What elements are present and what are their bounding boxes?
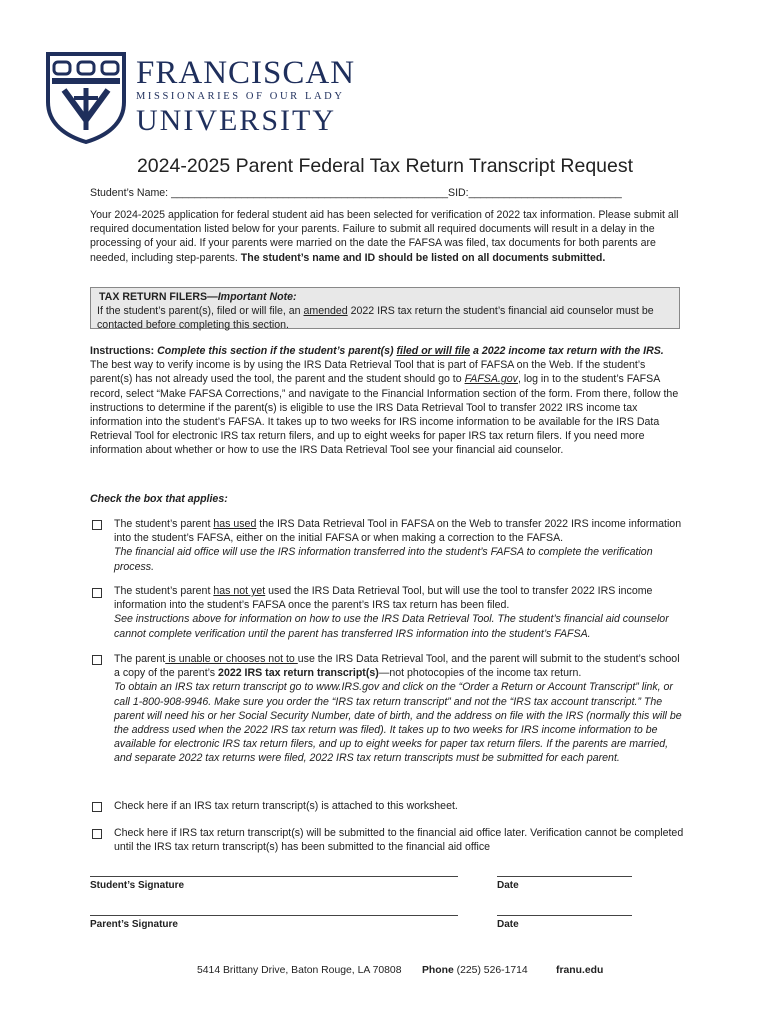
option-5-checkbox[interactable] <box>92 829 102 839</box>
option-4-checkbox[interactable] <box>92 802 102 812</box>
option-4: Check here if an IRS tax return transcript(s) is attached to this worksheet. <box>114 800 458 812</box>
student-name-label: Student’s Name: <box>90 187 169 199</box>
footer-phone <box>422 965 528 976</box>
instructions-italic-2: a 2022 income tax return with the IRS. <box>470 345 664 357</box>
intro-paragraph <box>90 208 685 265</box>
option-1-post: the IRS Data Retrieval Tool in FAFSA on the Web to transfer 2022 IRS income information into the student’s FAFSA, either on the initial FAFSA or when making a correction to the FAFSA. <box>114 518 682 545</box>
parent-signature-label: Parent’s Signature <box>90 919 178 930</box>
student-info-line <box>90 186 690 200</box>
intro-text: Your 2024-2025 application for federal student aid has been selected for verification of 2022 tax information. Please submit all required documentation listed below for your parents. Failure to submit all required documents will result in a delay in the processing of your aid. If your parents were married on the date the FAFSA was filed, tax documents for both parents are needed, including step-parents. <box>90 209 679 264</box>
instructions-italic-1: Complete this section if the student’s parent(s) <box>157 345 397 357</box>
instructions-label: Instructions: <box>90 345 158 357</box>
option-3-post-2: —not photocopies of the income tax return. <box>378 667 582 680</box>
student-signature-label: Student’s Signature <box>90 880 185 891</box>
student-date-field[interactable] <box>497 876 632 877</box>
instructions-body-post: , log in to the student’s FAFSA record, select “Make FAFSA Corrections,” and navigate to the Financial Information section of the form. From there, follow the instructions to determine if the parent(s) is eligible to use the IRS Data Retrieval Tool to transfer 2022 IRS income tax information into the student’s FAFSA. It takes up to two weeks for IRS income information to be available for the IRS Data Retrieval Tool for electronic IRS tax return filers, and up to eight weeks for paper IRS tax return filers. If you need more information about whether or how to use the IRS Data Retrieval Tool see your financial aid counselor. <box>90 373 679 457</box>
footer-address: 5414 Brittany Drive, Baton Rouge, LA 70808 <box>197 965 402 976</box>
footer-website[interactable]: franu.edu <box>556 965 604 976</box>
student-date-label: Date <box>497 880 519 891</box>
tax-filers-note-box <box>90 287 680 329</box>
parent-date-field[interactable] <box>497 915 632 916</box>
footer-phone-label: Phone <box>422 965 454 976</box>
option-3-checkbox[interactable] <box>92 655 102 665</box>
option-1 <box>114 517 684 574</box>
option-3-italic: To obtain an IRS tax return transcript go to www.IRS.gov and click on the “Order a Return or Account Transcript” link, or call 1-800-908-9946. Make sure you order the “IRS tax return transcript” and not the “IRS tax account transcript.” The parent will need his or her Social Security Number, date of birth, and the address on file with the IRS (normally this will be the address used when the 2022 IRS tax return was filed). It takes up to two weeks for IRS income information to be available for electronic IRS tax return filers, and up to eight weeks for paper tax return filers. If the parents are married, and separate 2022 tax returns were filed, 2022 IRS tax return transcripts must be submitted for each parent. <box>114 681 682 765</box>
logo-line-missionaries: MISSIONARIES OF OUR LADY <box>136 91 345 102</box>
university-logo <box>44 50 356 146</box>
option-3-bold: 2022 IRS tax return transcript(s) <box>218 667 379 680</box>
option-2-post: used the IRS Data Retrieval Tool, but will use the tool to transfer 2022 IRS income information into the student’s FAFSA once the parent’s IRS tax return has been filed. <box>114 585 653 612</box>
instructions-block <box>90 344 685 458</box>
intro-bold-note: The student’s name and ID should be listed on all documents submitted. <box>240 251 606 264</box>
fafsa-link[interactable]: FAFSA.gov <box>464 373 518 386</box>
student-name-field[interactable]: _______________________________________________ <box>171 187 448 199</box>
option-2-pre: The student’s parent <box>114 585 214 597</box>
note-heading: TAX RETURN FILERS— <box>99 291 218 303</box>
option-3-post: use the IRS Data Retrieval Tool, and the parent will submit to the student’s school a copy of the parent’s <box>114 653 680 680</box>
page-title: 2024-2025 Parent Federal Tax Return Transcript Request <box>136 155 634 177</box>
note-text-post: 2022 IRS tax return the student’s financial aid counselor must be contacted before completing this section. <box>97 305 654 331</box>
shield-crest-icon <box>44 50 128 144</box>
option-2 <box>114 584 684 641</box>
student-signature-field[interactable] <box>90 876 458 877</box>
option-5: Check here if IRS tax return transcript(s) will be submitted to the financial aid office later. Verification cannot be completed until the IRS tax return transcript(s) has been submitted to the financial aid office <box>114 827 684 854</box>
option-1-checkbox[interactable] <box>92 520 102 530</box>
parent-date-label: Date <box>497 919 519 930</box>
sid-label: SID: <box>448 187 469 199</box>
option-3-pre: The parent <box>114 653 166 665</box>
instructions-body-pre: The best way to verify income is by using the IRS Data Retrieval Tool that is part of FAFSA on the Web. If the student’s parent(s) has not already used the tool, the parent and the student should go to <box>90 359 646 386</box>
parent-signature-field[interactable] <box>90 915 458 916</box>
option-1-pre: The student’s parent <box>114 518 214 530</box>
option-2-checkbox[interactable] <box>92 588 102 598</box>
option-3 <box>114 652 684 766</box>
note-text-pre: If the student’s parent(s), filed or will file, an <box>97 305 304 317</box>
instructions-underlined: filed or will file <box>396 345 471 357</box>
option-2-italic: See instructions above for information on how to use the IRS Data Retrieval Tool. The student’s financial aid counselor cannot complete verification until the parent has transferred IRS information into the student’s FAFSA. <box>114 613 669 640</box>
logo-line-university: UNIVERSITY <box>136 104 336 137</box>
option-1-underline: has used <box>213 518 257 530</box>
check-heading: Check the box that applies: <box>90 493 228 505</box>
note-amended: amended <box>303 305 348 317</box>
option-3-underline: is unable or chooses not to <box>165 653 298 665</box>
option-1-italic: The financial aid office will use the IRS information transferred into the student’s FAFSA to complete the verification process. <box>114 546 653 573</box>
footer-phone-number: (225) 526-1714 <box>456 965 528 976</box>
note-heading-italic: Important Note: <box>217 291 297 303</box>
sid-field[interactable]: __________________________ <box>468 187 622 199</box>
option-2-underline: has not yet <box>213 585 266 597</box>
logo-line-franciscan: FRANCISCAN <box>136 55 356 91</box>
